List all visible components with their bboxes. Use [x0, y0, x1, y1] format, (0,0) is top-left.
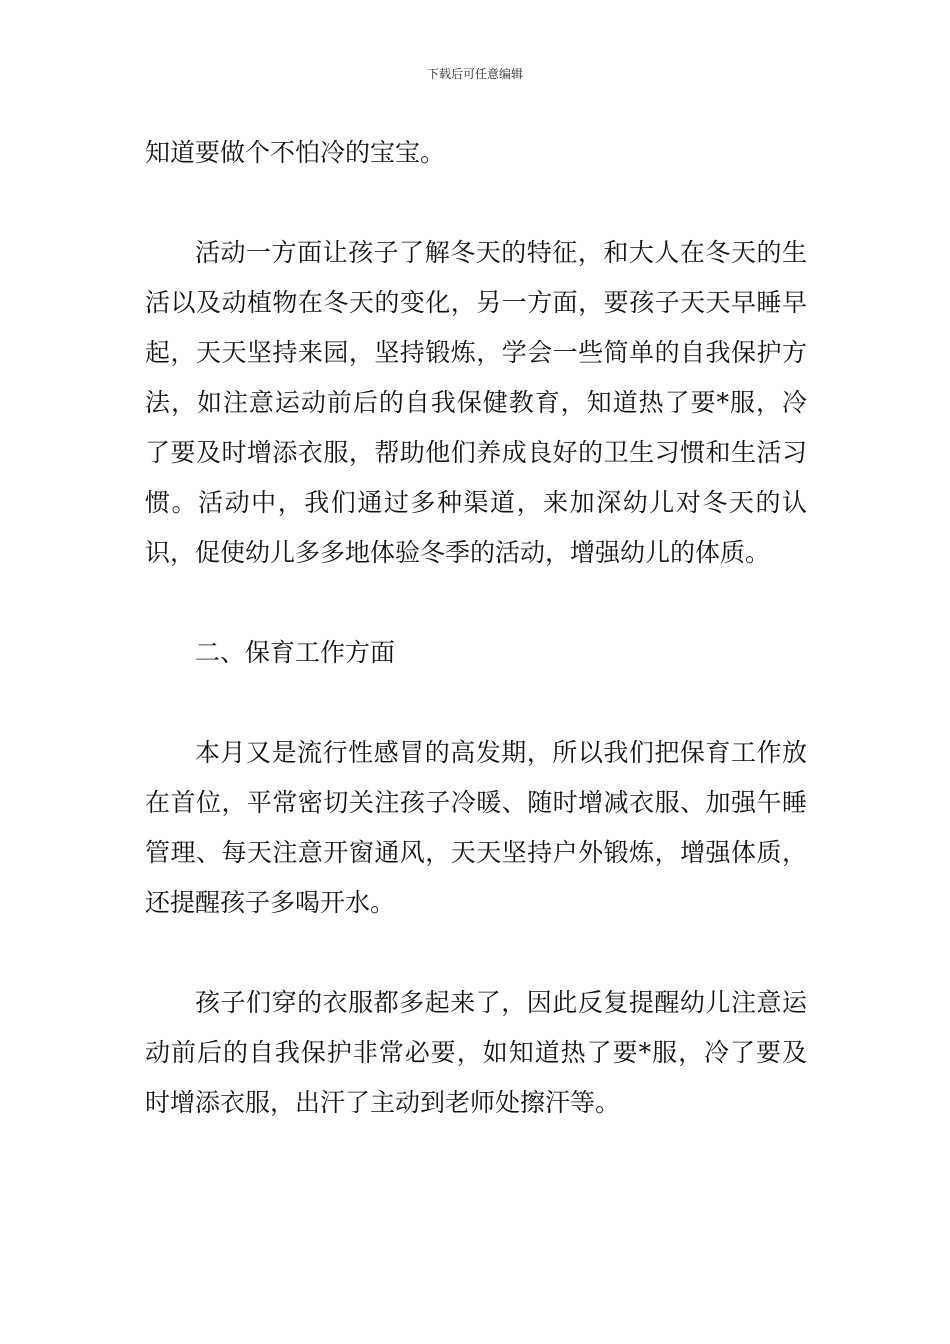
page-header: 下载后可任意编辑 [426, 67, 523, 81]
section-heading-childcare: 二、保育工作方面 [195, 638, 396, 667]
paragraph-flu-season: 本月又是流行性感冒的高发期，所以我们把保育工作放在首位，平常密切关注孩子冷暖、随时增减衣服、加强午睡管理、每天注意开窗通风，天天坚持户外锻炼，增强体质，还提醒孩子多喝开水。 [145, 738, 807, 917]
paragraph-winter-activity: 活动一方面让孩子了解冬天的特征，和大人在冬天的生活以及动植物在冬天的变化，另一方面，要孩子天天早睡早起，天天坚持来园，坚持锻炼，学会一些简单的自我保护方法，如注意运动前后的自我保健教育，知道热了要*服，冷了要及时增添衣服，帮助他们养成良好的卫生习惯和生活习惯。活动中，我们通过多种渠道，来加深幼儿对冬天的认识，促使幼儿多多地体验冬季的活动，增强幼儿的体质。 [145, 238, 807, 567]
paragraph-clothing-reminder: 孩子们穿的衣服都多起来了，因此反复提醒幼儿注意运动前后的自我保护非常必要，如知道热了要*服，冷了要及时增添衣服，出汗了主动到老师处擦汗等。 [145, 988, 807, 1117]
paragraph-continuation: 知道要做个不怕冷的宝宝。 [145, 138, 446, 167]
document-body [145, 128, 807, 1128]
